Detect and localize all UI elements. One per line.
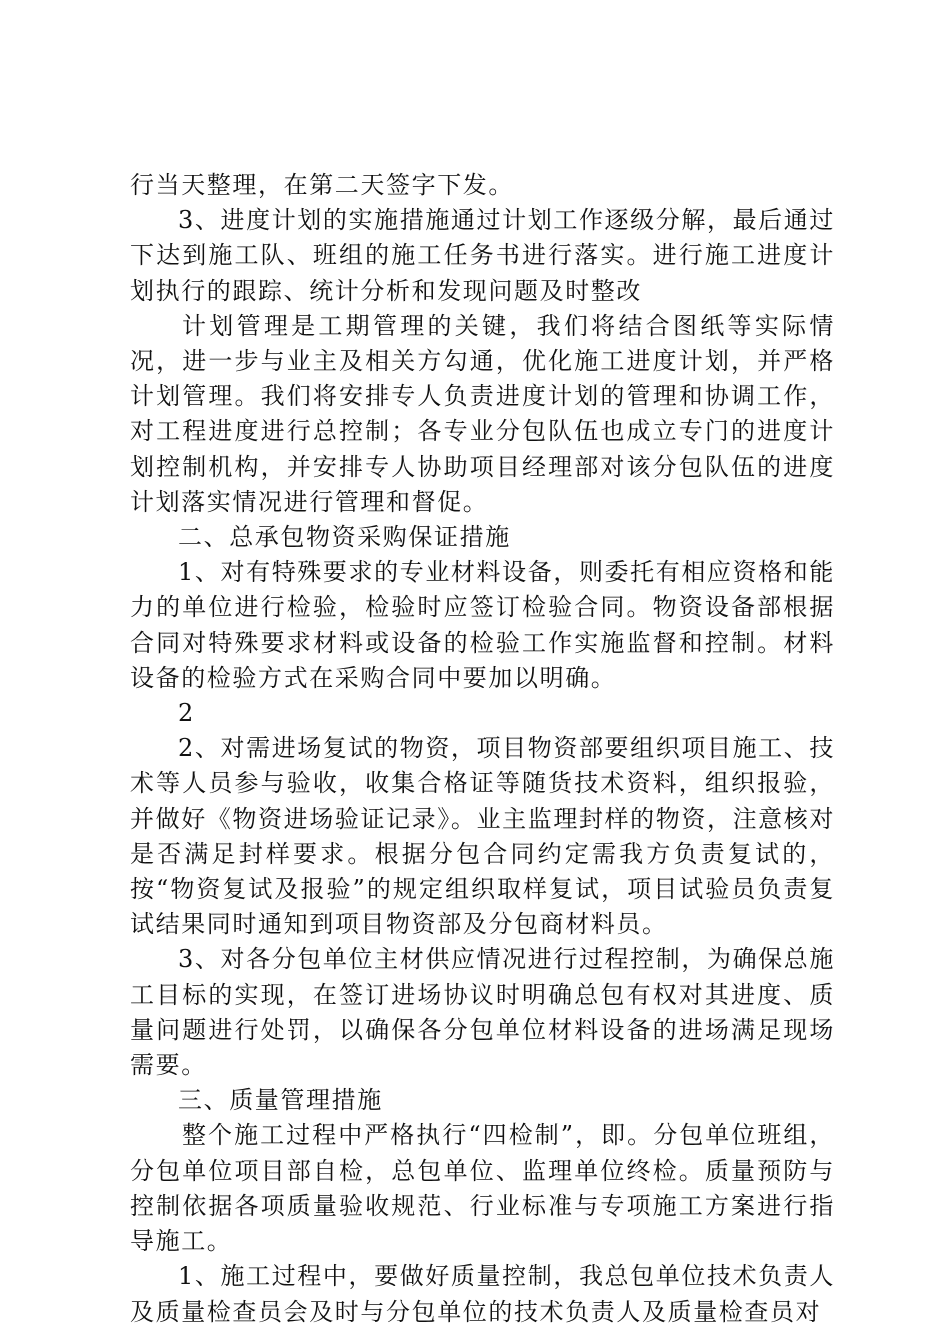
document-body bbox=[130, 168, 835, 1330]
paragraph-quality-intro: 整个施工过程中严格执行“四检制”，即。分包单位班组，分包单位项目部自检，总包单位、监理单位终检。质量预防与控制依据各项质量验收规范、行业标准与专项施工方案进行指导施工。 bbox=[130, 1121, 835, 1256]
paragraph-schedule-implementation: 3、进度计划的实施措施通过计划工作逐级分解，最后通过下达到施工队、班组的施工任务书进行落实。进行施工进度计划执行的跟踪、统计分析和发现问题及时整改 bbox=[130, 206, 835, 305]
paragraph-plan-management: 计划管理是工期管理的关键，我们将结合图纸等实际情况，进一步与业主及相关方勾通，优化施工进度计划，并严格计划管理。我们将安排专人负责进度计划的管理和协调工作，对工程进度进行总控制；各专业分包队伍也成立专门的进度计划控制机构，并安排专人协助项目经理部对该分包队伍的进度计划落实情况进行管理和督促。 bbox=[130, 311, 835, 516]
section-heading-quality: 三、质量管理措施 bbox=[178, 1086, 383, 1115]
section-heading-materials: 二、总承包物资采购保证措施 bbox=[178, 523, 511, 552]
page-number: 2 bbox=[178, 699, 195, 728]
paragraph-continuation: 行当天整理，在第二天签字下发。 bbox=[130, 171, 514, 199]
paragraph-materials-item-3: 3、对各分包单位主材供应情况进行过程控制，为确保总施工目标的实现，在签订进场协议时明确总包有权对其进度、质量问题进行处罚，以确保各分包单位材料设备的进场满足现场需要。 bbox=[130, 945, 835, 1080]
paragraph-quality-item-1: 1、施工过程中，要做好质量控制，我总包单位技术负责人及质量检查员会及时与分包单位的技术负责人及质量检查员对 bbox=[130, 1262, 835, 1326]
paragraph-materials-item-2: 2、对需进场复试的物资，项目物资部要组织项目施工、技术等人员参与验收，收集合格证等随货技术资料，组织报验，并做好《物资进场验证记录》。业主监理封样的物资，注意核对是否满足封样要求。根据分包合同约定需我方负责复试的，按“物资复试及报验”的规定组织取样复试，项目试验员负责复试结果同时通知到项目物资部及分包商材料员。 bbox=[130, 734, 835, 939]
paragraph-materials-item-1: 1、对有特殊要求的专业材料设备，则委托有相应资格和能力的单位进行检验，检验时应签订检验合同。物资设备部根据合同对特殊要求材料或设备的检验工作实施监督和控制。材料设备的检验方式在采购合同中要加以明确。 bbox=[130, 558, 835, 692]
